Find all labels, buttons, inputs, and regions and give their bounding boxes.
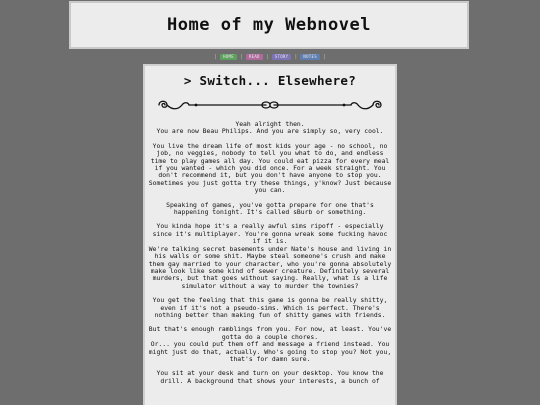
nav-separator: | (265, 54, 269, 60)
site-header (69, 1, 469, 49)
story-paragraph: You are now Beau Philips. And you are simply so, very cool. (156, 127, 384, 136)
story-paragraph: Or... you could put them off and message a friend instead. You might just do that, actually. Who's going to stop you? Not you, that's for damn sure. (148, 340, 392, 363)
story-text (145, 121, 395, 385)
chapter-panel (143, 64, 397, 405)
story-paragraph: You sit at your desk and turn on your desktop. You know the drill. A background that shows your interests, a bunch of (156, 369, 384, 385)
story-paragraph: But that's enough ramblings from you. For now, at least. You've gotta do a couple chores. (148, 325, 392, 341)
story-paragraph: We're talking secret basements under Nate's house and living in his walls or some shit. Maybe steal someone's crush and make them gay married to your character, who you're gonna absolutely make look like some kind of sewer creature. Definitely several murders, but that goes without saying. Really, what is a life simulator without a way to murder the townies? (148, 244, 392, 290)
site-title: Home of my Webnovel (167, 15, 371, 35)
nav-separator: | (214, 54, 218, 60)
story-paragraph: You get the feeling that this game is gonna be really shitty, even if it's not a pseudo-sims. Which is perfect. There's nothing better than making fun of shitty games with friends. (152, 296, 388, 319)
nav-separator: | (322, 54, 326, 60)
story-paragraph: Yeah alright then. (235, 120, 305, 128)
story-paragraph: You live the dream life of most kids your age - no school, no job, no veggies, nobody to tell you what to do, and endless time to play games all day. You could eat pizza for every meal if you wanted - which you did once. For a week straight. You don't recommend it, but you don't have anyone to stop you. Sometimes you just gotta try these things, y'know? Just because you can. (148, 141, 392, 195)
nav-separator: | (239, 54, 243, 60)
nav-link-notes[interactable]: NOTES (300, 54, 320, 60)
story-paragraph: Speaking of games, you've gotta prepare for one that's happening tonight. It's called sBurb or something. (166, 200, 374, 217)
nav-link-home[interactable]: HOME (220, 54, 237, 60)
nav-bar (0, 54, 540, 60)
ornamental-divider-icon (156, 98, 384, 112)
nav-link-read[interactable]: READ (246, 54, 263, 60)
nav-separator: | (294, 54, 298, 60)
story-paragraph: You kinda hope it's a really awful sims ripoff - especially since it's multiplayer. You're gonna wreak some fucking havoc if it is. (152, 222, 388, 246)
chapter-title: > Switch... Elsewhere? (183, 73, 357, 88)
nav-link-story[interactable]: STORY (272, 54, 292, 60)
